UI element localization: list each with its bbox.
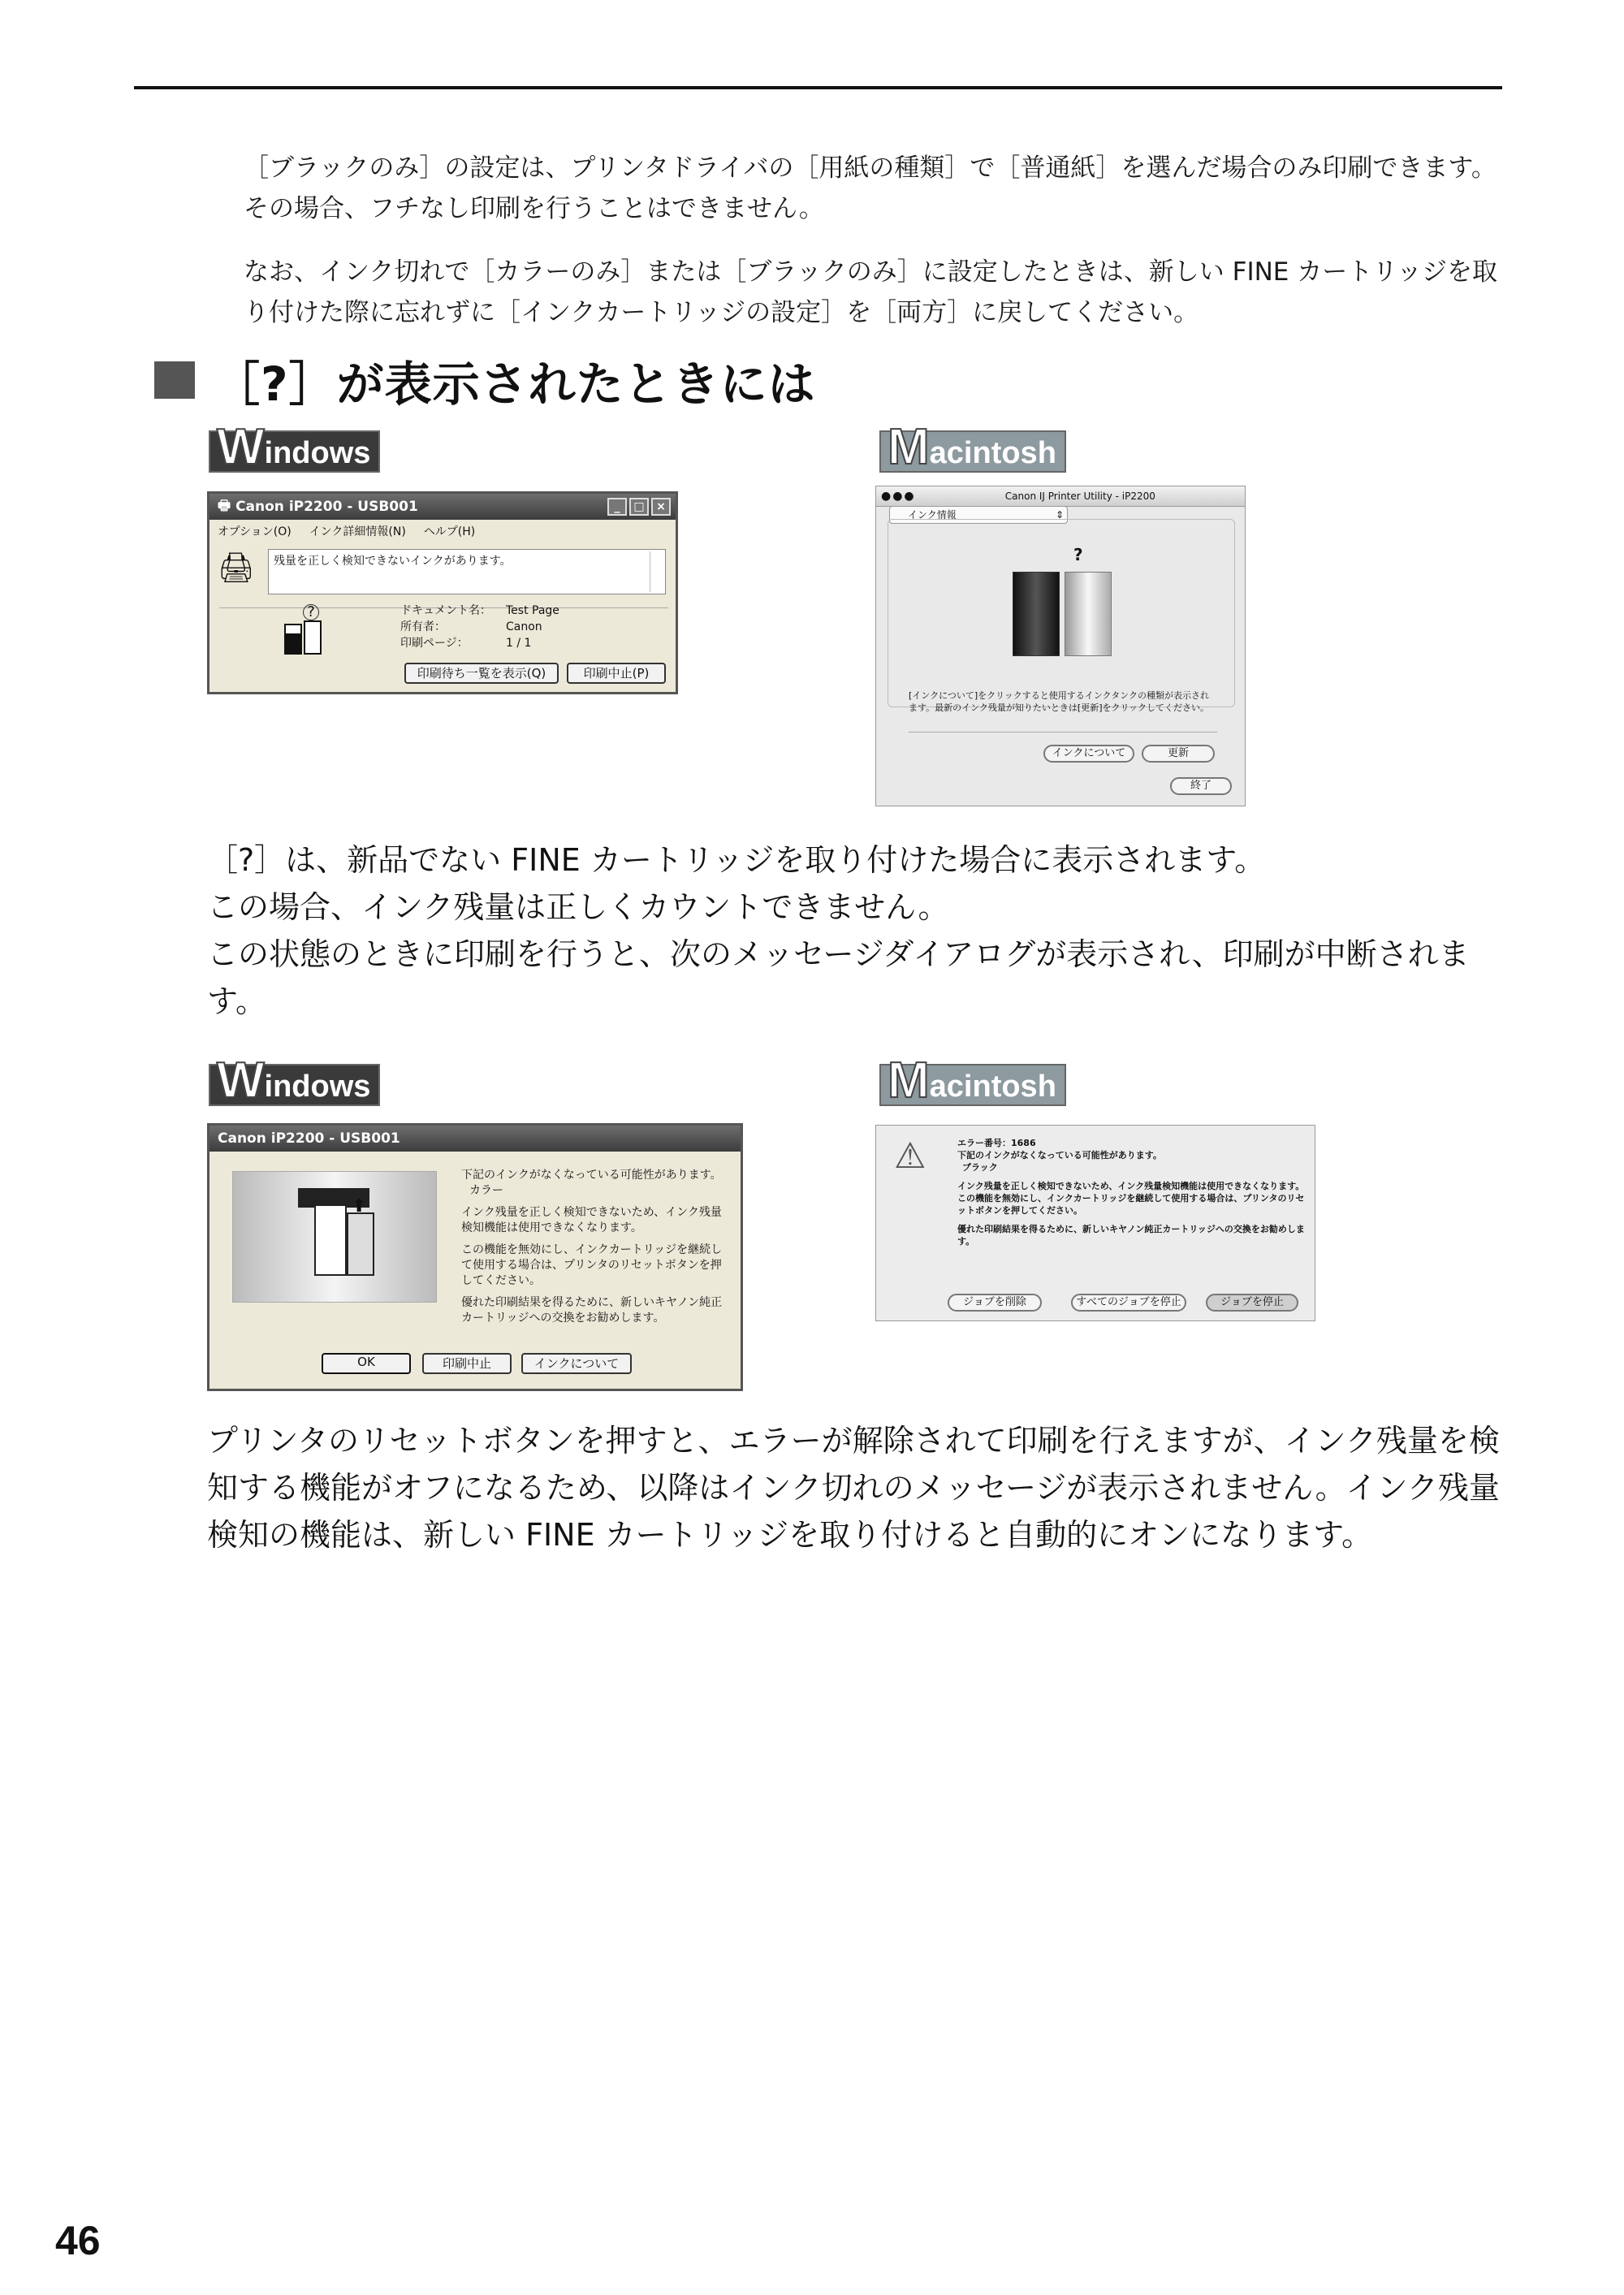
- printer-icon: 🖶: [218, 497, 231, 514]
- cancel-print-button[interactable]: 印刷中止(P): [567, 663, 666, 684]
- color-cartridge-icon: [304, 620, 322, 655]
- menu-ink-details[interactable]: インク詳細情報(N): [309, 525, 406, 538]
- status-message-box: [268, 549, 666, 594]
- windows-status-monitor: [207, 491, 678, 694]
- top-rule: [134, 86, 1502, 89]
- quit-button[interactable]: 終了: [1170, 777, 1232, 795]
- windows-error-dialog: [207, 1123, 743, 1391]
- windows-badge-bottom: W indows: [209, 1064, 380, 1106]
- error-text: エラー番号：1686 下記のインクがなくなっている可能性があります。 ブラック インク残量を正しく検知できないため、インク残量検知機能は使用できなくなります。この機能を無効にし、インクカートリッジを継続して使用する場合は、プリンタのリセットボタンを押してください。 優れた印刷結果を得るために、新しいキヤノン純正カートリッジへの交換をお勧めします。: [957, 1138, 1305, 1247]
- minimize-icon[interactable]: _: [607, 498, 627, 516]
- title-bar: [209, 1126, 741, 1152]
- mac-printer-utility: [875, 486, 1246, 806]
- macintosh-badge-bottom: M acintosh: [879, 1064, 1066, 1106]
- section-heading: [154, 348, 816, 413]
- macintosh-badge-top: M acintosh: [879, 430, 1066, 473]
- close-icon[interactable]: ×: [651, 498, 671, 516]
- delete-job-button[interactable]: ジョブを削除: [948, 1294, 1042, 1312]
- mac-error-sheet: [875, 1125, 1315, 1321]
- unknown-ink-question-icon: ?: [303, 604, 319, 620]
- body-line-3: この状態のときに印刷を行うと、次のメッセージダイアログが表示され、印刷が中断されます。: [207, 936, 1470, 1019]
- maximize-icon[interactable]: □: [629, 498, 649, 516]
- body-paragraph-2: プリンタのリセットボタンを押すと、エラーが解除されて印刷を行えますが、インク残量を検知する機能がオフになるため、以降はインク切れのメッセージが表示されません。インク残量検知の機能は、新しい FINE カートリッジを取り付けると自動的にオンになります。: [207, 1423, 1500, 1553]
- window-buttons-icon[interactable]: ●●●: [881, 490, 916, 503]
- unknown-ink-question-icon: ?: [1073, 545, 1083, 564]
- menu-help[interactable]: ヘルプ(H): [423, 525, 476, 538]
- page-number: 46: [55, 2218, 101, 2263]
- stop-all-jobs-button[interactable]: すべてのジョブを停止: [1071, 1294, 1186, 1312]
- scrollbar[interactable]: [650, 551, 663, 592]
- ink-description: [インクについて]をクリックすると使用するインクタンクの種類が表示されます。最新のインク残量が知りたいときは[更新]をクリックしてください。: [909, 690, 1210, 713]
- black-cartridge-icon: [284, 624, 302, 655]
- info-popup[interactable]: インク情報 ⇕: [889, 506, 1068, 524]
- job-labels: ドキュメント名： 所有者： 印刷ページ：: [400, 604, 491, 650]
- show-queue-button[interactable]: 印刷待ち一覧を表示(Q): [404, 663, 559, 684]
- stop-print-button[interactable]: 印刷中止: [422, 1353, 512, 1374]
- printer-status-icon: 🖨: [218, 551, 255, 585]
- black-cartridge-icon: [314, 1204, 347, 1276]
- ok-button[interactable]: OK: [322, 1353, 411, 1374]
- about-ink-button[interactable]: インクについて: [1043, 745, 1134, 763]
- arrow-up-icon: ⬆: [352, 1196, 367, 1217]
- job-values: Test Page Canon 1 / 1: [506, 604, 559, 650]
- menu-options[interactable]: オプション(O): [218, 525, 292, 538]
- error-text: 下記のインクがなくなっている可能性があります。 カラー インク残量を正しく検知できないため、インク残量検知機能は使用できなくなります。 この機能を無効にし、インクカートリッジを継続して使用する場合は、プリンタのリセットボタンを押してください。 優れた印刷結果を得るために、新しいキヤノン純正カートリッジへの交換をお勧めします。: [461, 1169, 723, 1325]
- divider: [909, 732, 1217, 733]
- section-title: ［?］が表示されたときには: [213, 357, 816, 412]
- mac-window-title: Canon IJ Printer Utility - iP2200: [1004, 491, 1155, 502]
- window-title: Canon iP2200 - USB001: [235, 499, 418, 515]
- note-paragraph-2: なお、インク切れで［カラーのみ］または［ブラックのみ］に設定したときは、新しい FINE カートリッジを取り付けた際に忘れずに［インクカートリッジの設定］を［両方］に戻してください。: [244, 257, 1497, 327]
- ink-panel: [888, 519, 1235, 707]
- window-title: Canon iP2200 - USB001: [218, 1130, 400, 1147]
- menu-bar: [209, 520, 676, 542]
- windows-badge-top: W indows: [209, 430, 380, 473]
- mac-title-bar: [876, 486, 1245, 507]
- heading-square-icon: [154, 361, 195, 399]
- cartridge-illustration: [232, 1171, 437, 1303]
- note-paragraph-1: ［ブラックのみ］の設定は、プリンタドライバの［用紙の種類］で［普通紙］を選んだ場合のみ印刷できます。その場合、フチなし印刷を行うことはできません。: [244, 153, 1497, 223]
- warning-icon: ⚠: [894, 1135, 926, 1177]
- title-bar: [209, 494, 676, 520]
- about-ink-button[interactable]: インクについて: [521, 1353, 632, 1374]
- stop-job-button[interactable]: ジョブを停止: [1206, 1294, 1298, 1312]
- color-ink-tank: [1065, 572, 1112, 656]
- status-message: 残量を正しく検知できないインクがあります。: [274, 555, 512, 568]
- popup-arrows-icon: ⇕: [1055, 509, 1064, 521]
- black-ink-tank: [1013, 572, 1060, 656]
- color-cartridge-icon: [347, 1212, 374, 1276]
- body-line-1: ［?］は、新品でない FINE カートリッジを取り付けた場合に表示されます。: [207, 842, 1266, 878]
- body-line-2: この場合、インク残量は正しくカウントできません。: [207, 889, 949, 925]
- update-button[interactable]: 更新: [1142, 745, 1215, 763]
